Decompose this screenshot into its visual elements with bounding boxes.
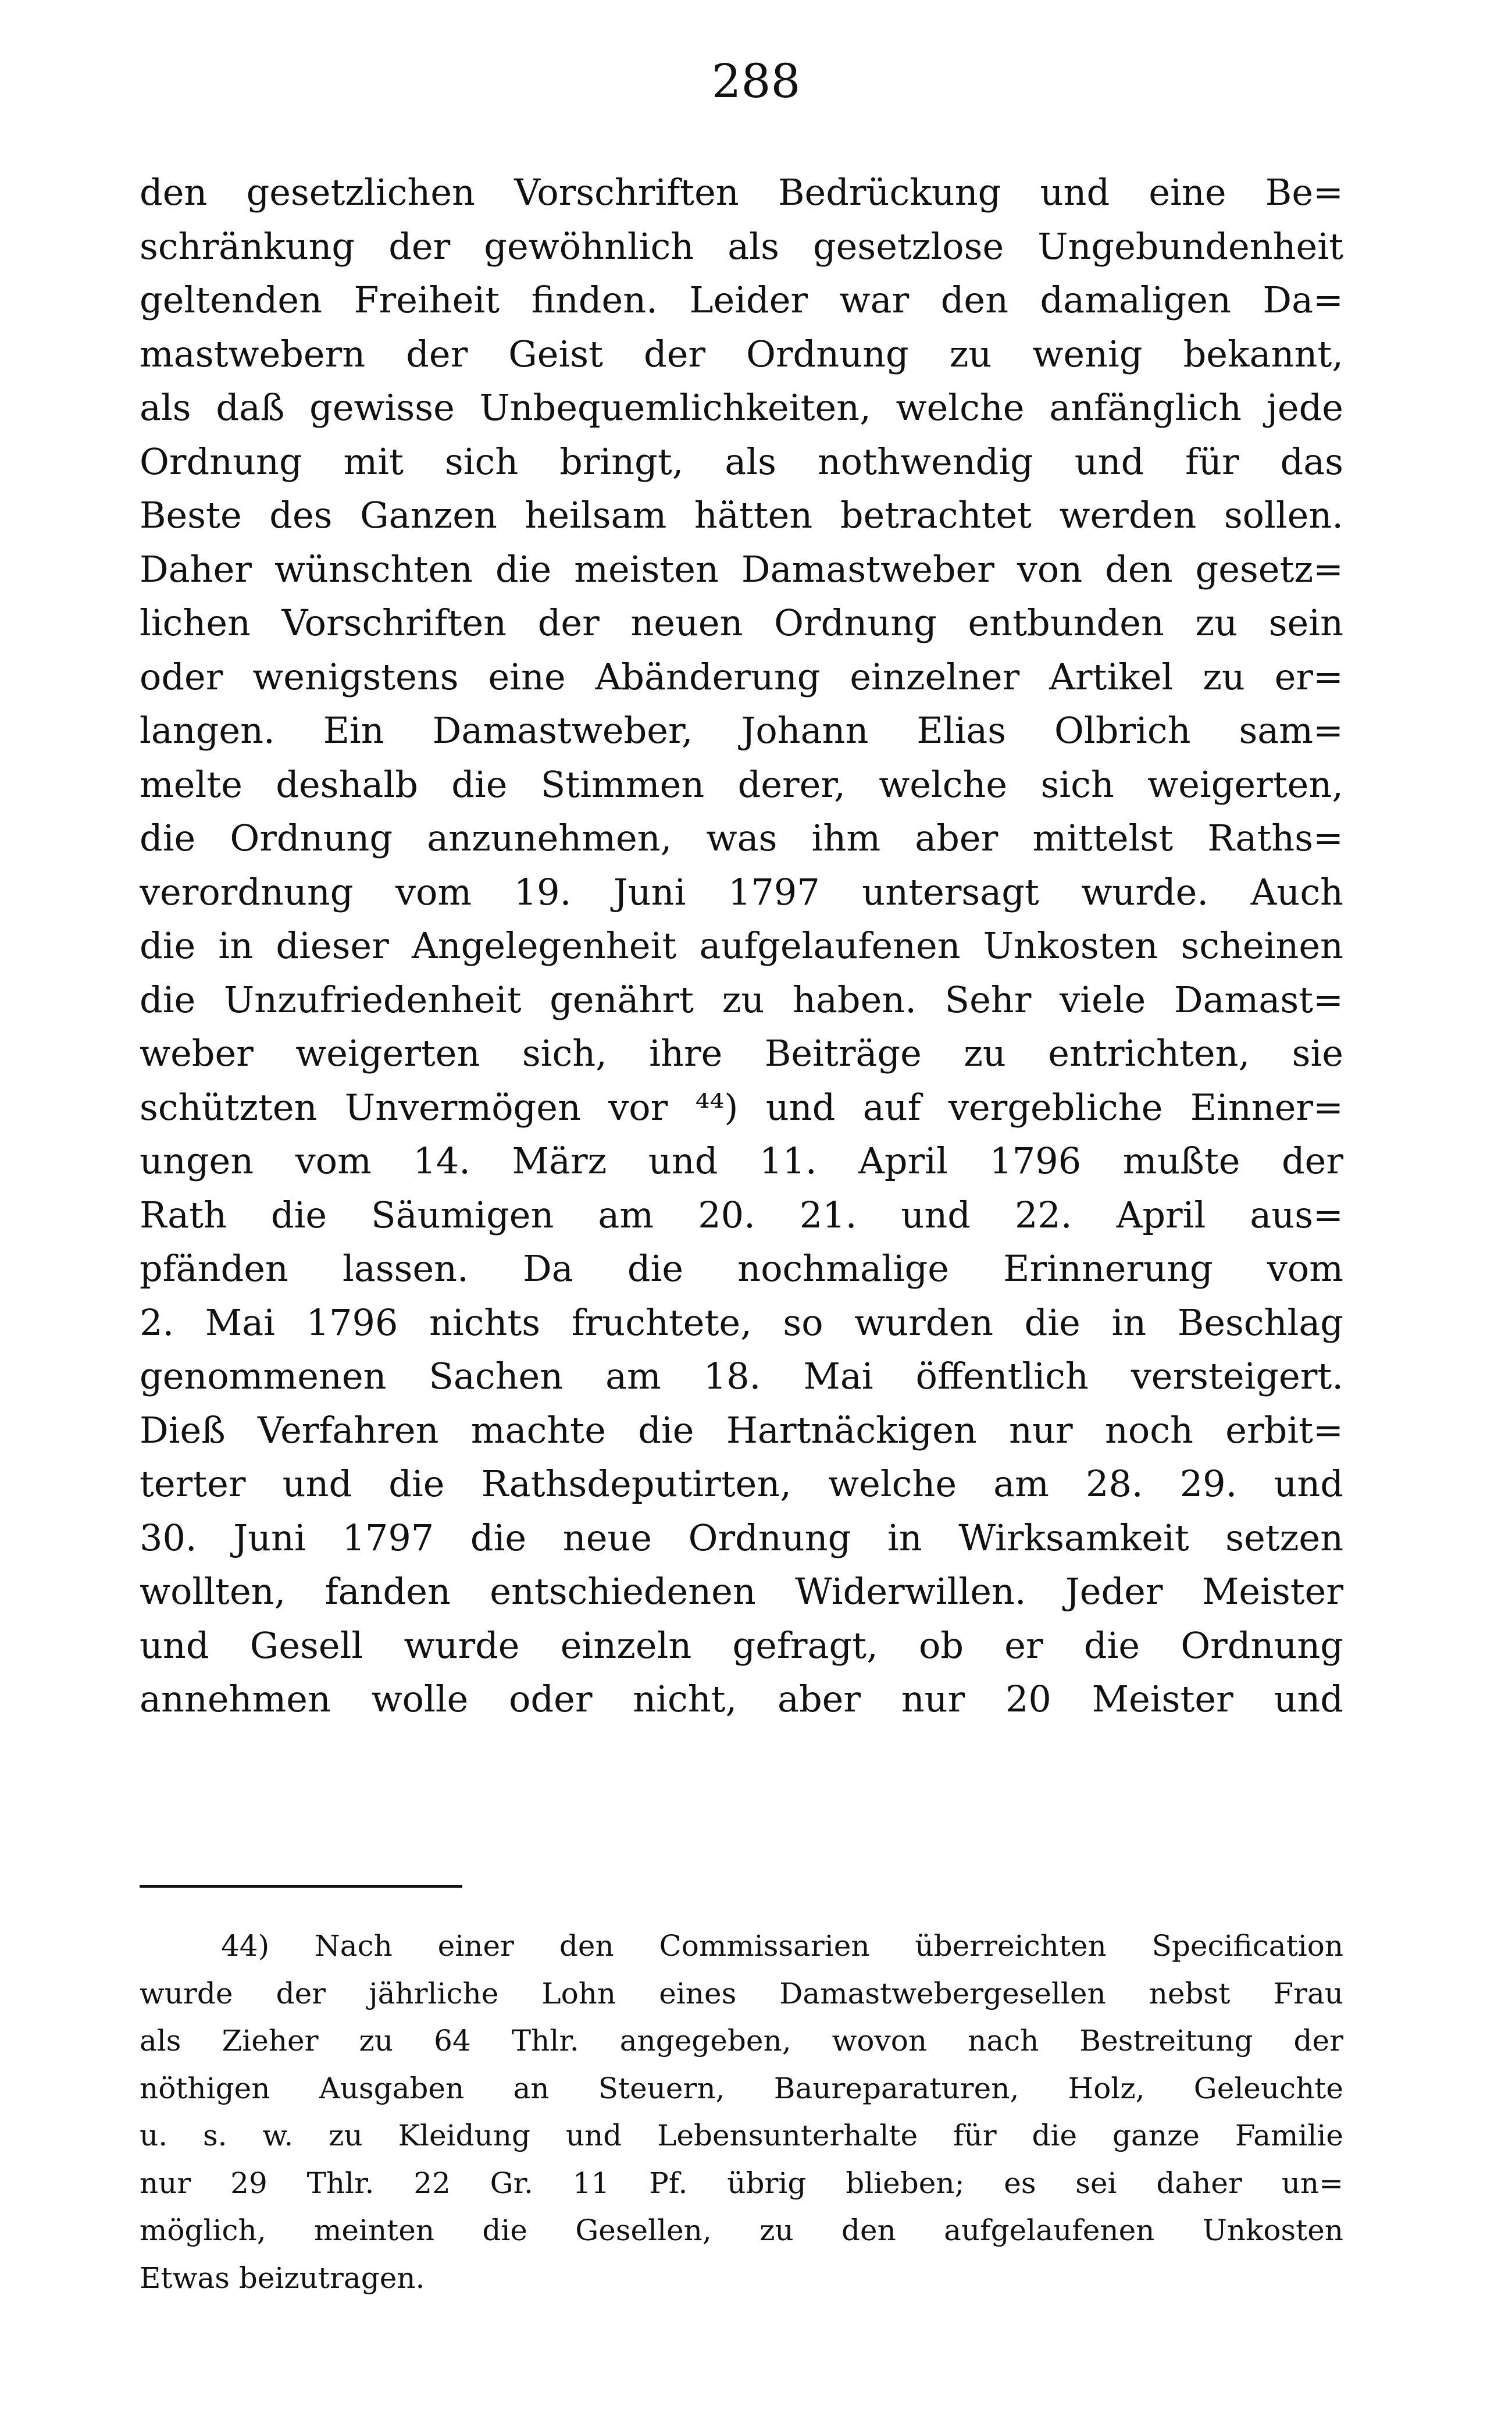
page-number: 288 <box>711 54 801 108</box>
footnote-line: nöthigen Ausgaben an Steuern, Baureparaturen, Holz, Geleuchte <box>140 2071 1343 2105</box>
body-line: langen. Ein Damastweber, Johann Elias Olbrich sam= <box>140 709 1343 752</box>
footnote-line: als Zieher zu 64 Thlr. angegeben, wovon nach Bestreitung der <box>140 2024 1343 2058</box>
body-line: 30. Juni 1797 die neue Ordnung in Wirksamkeit setzen <box>140 1516 1343 1559</box>
body-line: und Gesell wurde einzeln gefragt, ob er die Ordnung <box>140 1624 1343 1667</box>
body-line: ungen vom 14. März und 11. April 1796 mußte der <box>140 1140 1343 1182</box>
body-line: 2. Mai 1796 nichts fruchtete, so wurden die in Beschlag <box>140 1301 1343 1344</box>
body-line: terter und die Rathsdeputirten, welche am 28. 29. und <box>140 1462 1343 1505</box>
body-line: die in dieser Angelegenheit aufgelaufenen Unkosten scheinen <box>140 924 1343 967</box>
body-line: Dieß Verfahren machte die Hartnäckigen nur noch erbit= <box>140 1408 1343 1451</box>
body-line: mastwebern der Geist der Ordnung zu wenig bekannt, <box>140 332 1343 375</box>
body-line: lichen Vorschriften der neuen Ordnung entbunden zu sein <box>140 602 1343 644</box>
body-line: Daher wünschten die meisten Damastweber von den gesetz= <box>140 547 1343 590</box>
body-line: Rath die Säumigen am 20. 21. und 22. April aus= <box>140 1193 1343 1236</box>
footnote-line: wurde der jährliche Lohn eines Damastwebergesellen nebst Frau <box>140 1976 1343 2010</box>
body-line: geltenden Freiheit finden. Leider war den damaligen Da= <box>140 279 1343 321</box>
body-line: den gesetzlichen Vorschriften Bedrückung und eine Be= <box>140 171 1343 213</box>
footnote-line: Etwas beizutragen. <box>140 2261 425 2295</box>
body-line: weber weigerten sich, ihre Beiträge zu entrichten, sie <box>140 1032 1343 1074</box>
footnote-line: 44) Nach einer den Commissarien überreichten Specification <box>221 1929 1343 1963</box>
body-text <box>140 166 1343 1727</box>
body-line: verordnung vom 19. Juni 1797 untersagt wurde. Auch <box>140 870 1343 913</box>
footnote-44 <box>140 1923 1343 2302</box>
body-line: melte deshalb die Stimmen derer, welche sich weigerten, <box>140 763 1343 806</box>
body-line: oder wenigstens eine Abänderung einzelner Artikel zu er= <box>140 655 1343 698</box>
body-line: pfänden lassen. Da die nochmalige Erinnerung vom <box>140 1247 1343 1290</box>
footnote-line: nur 29 Thlr. 22 Gr. 11 Pf. übrig blieben; es sei daher un= <box>140 2166 1343 2200</box>
body-line: als daß gewisse Unbequemlichkeiten, welche anfänglich jede <box>140 386 1343 429</box>
body-line: genommenen Sachen am 18. Mai öffentlich versteigert. <box>140 1355 1343 1397</box>
footnote-line: u. s. w. zu Kleidung und Lebensunterhalte für die ganze Familie <box>140 2119 1343 2152</box>
body-line: wollten, fanden entschiedenen Widerwillen. Jeder Meister <box>140 1570 1343 1613</box>
body-line: Beste des Ganzen heilsam hätten betrachtet werden sollen. <box>140 494 1343 536</box>
footnote-line: möglich, meinten die Gesellen, zu den aufgelaufenen Unkosten <box>140 2213 1343 2247</box>
body-line: Ordnung mit sich bringt, als nothwendig und für das <box>140 440 1343 483</box>
body-line: die Ordnung anzunehmen, was ihm aber mittelst Raths= <box>140 817 1343 859</box>
body-line: annehmen wolle oder nicht, aber nur 20 Meister und <box>140 1678 1343 1720</box>
body-line: schränkung der gewöhnlich als gesetzlose Ungebundenheit <box>140 225 1343 268</box>
body-line-with-footnote-ref: schützten Unvermögen vor ⁴⁴) und auf vergebliche Einner= <box>140 1086 1343 1129</box>
body-line: die Unzufriedenheit genährt zu haben. Sehr viele Damast= <box>140 978 1343 1021</box>
footnote-divider <box>140 1885 462 1888</box>
